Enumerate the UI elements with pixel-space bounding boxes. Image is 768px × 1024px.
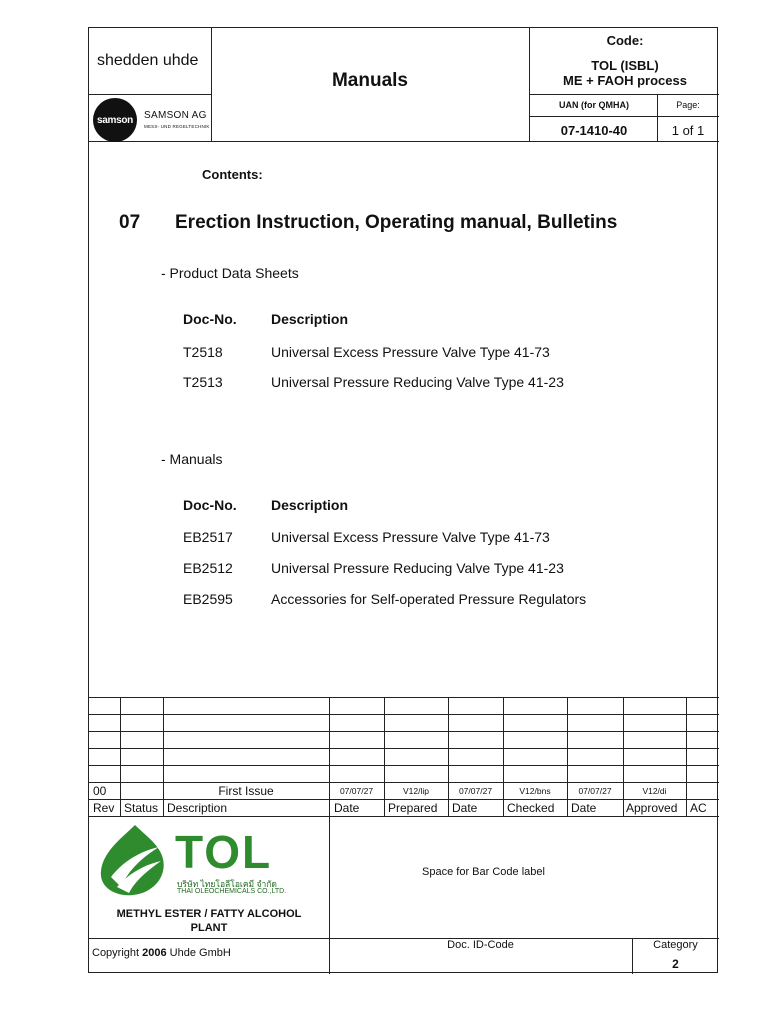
samson-name: SAMSON AG	[144, 110, 207, 121]
section-number: 07	[119, 212, 141, 233]
samson-logo: samson	[93, 98, 137, 142]
header-divider	[529, 116, 719, 117]
code-label: Code:	[606, 33, 644, 48]
group-label-manuals: - Manuals	[161, 451, 223, 467]
tol-wordmark: TOL	[175, 826, 273, 878]
tol-logo	[93, 821, 325, 901]
copyright-year: 2006	[142, 947, 167, 959]
revision-prepared: V12/lip	[403, 786, 429, 796]
revision-date: 07/07/27	[458, 786, 493, 796]
doc-description: Universal Pressure Reducing Valve Type 41-23	[271, 560, 564, 576]
contents-heading: Contents:	[202, 167, 263, 182]
doc-number: T2518	[183, 344, 223, 360]
revision-approved: V12/di	[642, 786, 667, 796]
header-divider	[529, 94, 719, 95]
section-title: Erection Instruction, Operating manual, Bulletins	[175, 212, 618, 233]
column-header-description: Description	[271, 311, 349, 327]
column-header-doc-no: Doc-No.	[183, 311, 237, 327]
column-header-checked: Checked	[507, 801, 555, 815]
document-page	[88, 27, 718, 973]
group-label-data-sheets: - Product Data Sheets	[161, 265, 299, 281]
samson-subtitle: MESS- UND REGELTECHNIK	[144, 124, 210, 129]
header-divider	[89, 94, 211, 95]
doc-number: EB2512	[183, 560, 233, 576]
column-header-description: Description	[271, 497, 349, 513]
page-label: Page:	[676, 100, 700, 110]
column-header-date: Date	[334, 801, 360, 815]
revision-description: First Issue	[218, 784, 274, 798]
barcode-placeholder: Space for Bar Code label	[422, 866, 545, 878]
company-name: shedden uhde	[97, 52, 199, 69]
copyright: Copyright 2006 Uhde GmbH	[92, 947, 231, 959]
doc-description: Accessories for Self-operated Pressure Regulators	[271, 591, 587, 607]
column-header-approved: Approved	[626, 801, 678, 815]
doc-description: Universal Excess Pressure Valve Type 41-73	[271, 529, 550, 545]
revision-number: 00	[93, 784, 107, 798]
column-header-status: Status	[124, 801, 159, 815]
code-process: ME + FAOH process	[563, 73, 687, 88]
tol-english-name: THAI OLEOCHEMICALS CO.,LTD.	[177, 888, 287, 895]
header-divider	[529, 28, 530, 141]
column-header-date: Date	[452, 801, 478, 815]
revision-checked: V12/bns	[519, 786, 551, 796]
category-label: Category	[653, 939, 698, 951]
revision-date: 07/07/27	[578, 786, 612, 796]
uan-label: UAN (for QMHA)	[559, 100, 629, 110]
doc-number: EB2517	[183, 529, 233, 545]
revision-date: 07/07/27	[339, 786, 374, 796]
category-value: 2	[672, 957, 679, 971]
code-project: TOL (ISBL)	[591, 58, 659, 73]
doc-number: EB2595	[183, 591, 233, 607]
document-title: Manuals	[331, 70, 409, 91]
column-header-prepared: Prepared	[388, 801, 438, 815]
doc-number: T2513	[183, 374, 223, 390]
header-bottom-rule	[89, 141, 719, 142]
uan-value: 07-1410-40	[560, 123, 628, 138]
plant-name: METHYL ESTER / FATTY ALCOHOL PLANT	[116, 908, 302, 934]
page-number: 1 of 1	[671, 123, 705, 138]
column-header-ac: AC	[690, 801, 707, 815]
column-header-doc-no: Doc-No.	[183, 497, 237, 513]
doc-description: Universal Excess Pressure Valve Type 41-73	[271, 344, 550, 360]
column-header-description: Description	[167, 801, 228, 815]
column-header-rev: Rev	[93, 801, 115, 815]
doc-id-label: Doc. ID-Code	[447, 939, 514, 951]
column-header-date: Date	[571, 801, 597, 815]
doc-description: Universal Pressure Reducing Valve Type 41-23	[271, 374, 564, 390]
tol-thai-name: บริษัท ไทยโอลีโอเคมี จำกัด	[177, 879, 277, 889]
